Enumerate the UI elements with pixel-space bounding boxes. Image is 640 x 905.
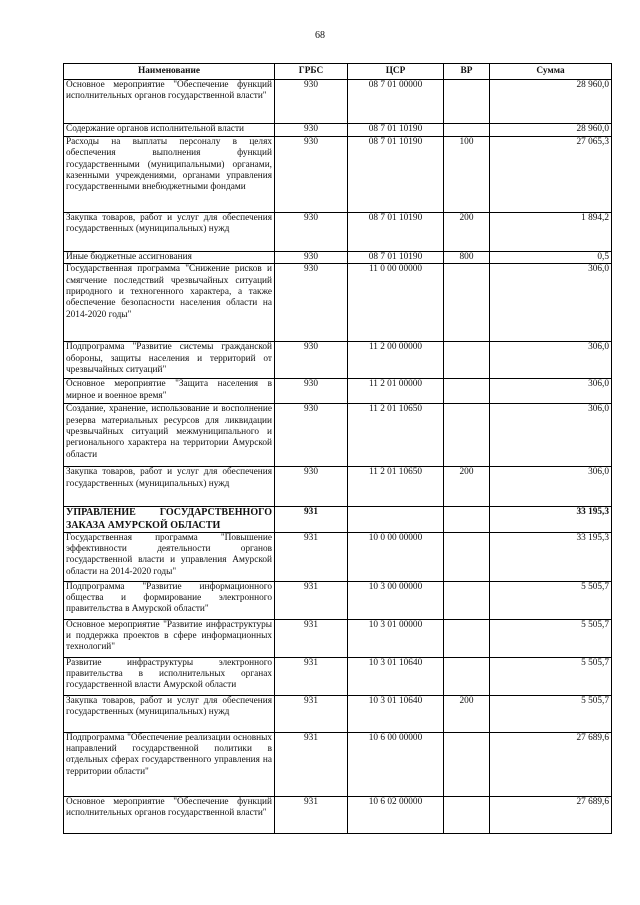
row-grbs-cell: 930	[275, 124, 348, 137]
row-vr-cell	[444, 342, 490, 379]
row-vr-cell	[444, 732, 490, 796]
row-grbs-cell: 931	[275, 732, 348, 796]
row-sum-cell: 1 894,2	[490, 213, 612, 252]
row-grbs-cell: 931	[275, 695, 348, 732]
row-vr-cell	[444, 657, 490, 695]
table-row	[64, 252, 612, 264]
row-name-cell: Подпрограмма "Обеспечение реализации основных направлений государственной политики в отдельных сферах государственного управления на территории области"	[64, 732, 275, 796]
row-sum-cell: 5 505,7	[490, 581, 612, 619]
row-csr-cell	[348, 507, 444, 532]
row-csr-cell: 08 7 01 10190	[348, 124, 444, 137]
table-row	[64, 467, 612, 507]
row-csr-cell: 10 3 00 00000	[348, 581, 444, 619]
row-csr-cell: 10 6 02 00000	[348, 796, 444, 833]
row-grbs-cell: 930	[275, 379, 348, 404]
table-row	[64, 796, 612, 833]
row-name-cell: Закупка товаров, работ и услуг для обеспечения государственных (муниципальных) нужд	[64, 213, 275, 252]
row-vr-cell	[444, 507, 490, 532]
table-row	[64, 80, 612, 124]
row-vr-cell: 200	[444, 695, 490, 732]
header-grbs: ГРБС	[275, 64, 348, 80]
row-grbs-cell: 930	[275, 467, 348, 507]
table-row	[64, 732, 612, 796]
row-sum-cell: 27 689,6	[490, 796, 612, 833]
row-csr-cell: 08 7 01 10190	[348, 213, 444, 252]
row-name-cell: Основное мероприятие "Развитие инфраструктуры и поддержка проектов в сфере информационных технологий"	[64, 619, 275, 657]
table-body	[64, 80, 612, 834]
table-row	[64, 137, 612, 213]
row-sum-cell: 0,5	[490, 252, 612, 264]
header-csr: ЦСР	[348, 64, 444, 80]
row-grbs-cell: 931	[275, 507, 348, 532]
row-sum-cell: 28 960,0	[490, 80, 612, 124]
header-sum: Сумма	[490, 64, 612, 80]
header-name: Наименование	[64, 64, 275, 80]
table-row	[64, 342, 612, 379]
row-name-cell: Закупка товаров, работ и услуг для обеспечения государственных (муниципальных) нужд	[64, 695, 275, 732]
row-vr-cell	[444, 581, 490, 619]
row-csr-cell: 10 3 01 10640	[348, 695, 444, 732]
row-sum-cell: 306,0	[490, 264, 612, 342]
row-vr-cell: 200	[444, 467, 490, 507]
row-sum-cell: 33 195,3	[490, 507, 612, 532]
row-name-cell: Подпрограмма "Развитие системы гражданской обороны, защиты населения и территорий от чрезвычайных ситуаций"	[64, 342, 275, 379]
row-sum-cell: 306,0	[490, 467, 612, 507]
row-vr-cell	[444, 532, 490, 581]
row-name-cell: Иные бюджетные ассигнования	[64, 252, 275, 264]
row-csr-cell: 11 2 01 10650	[348, 404, 444, 467]
row-grbs-cell: 931	[275, 796, 348, 833]
table-row	[64, 404, 612, 467]
row-vr-cell: 100	[444, 137, 490, 213]
row-name-cell: Основное мероприятие "Защита населения в мирное и военное время"	[64, 379, 275, 404]
row-csr-cell: 10 0 00 00000	[348, 532, 444, 581]
row-sum-cell: 306,0	[490, 404, 612, 467]
row-sum-cell: 27 065,3	[490, 137, 612, 213]
row-grbs-cell: 931	[275, 619, 348, 657]
row-csr-cell: 11 2 01 00000	[348, 379, 444, 404]
row-name-cell: Основное мероприятие "Обеспечение функций исполнительных органов государственной власти"	[64, 80, 275, 124]
row-vr-cell	[444, 80, 490, 124]
table-row	[64, 507, 612, 532]
row-sum-cell: 5 505,7	[490, 657, 612, 695]
table-row	[64, 213, 612, 252]
row-vr-cell	[444, 379, 490, 404]
row-csr-cell: 08 7 01 10190	[348, 137, 444, 213]
table-row	[64, 532, 612, 581]
row-csr-cell: 08 7 01 00000	[348, 80, 444, 124]
table-row	[64, 379, 612, 404]
row-grbs-cell: 930	[275, 80, 348, 124]
table-row	[64, 264, 612, 342]
row-vr-cell	[444, 124, 490, 137]
row-name-cell: Подпрограмма "Развитие информационного общества и формирование электронного правительства в Амурской области"	[64, 581, 275, 619]
page-number: 68	[315, 30, 325, 41]
row-csr-cell: 10 3 01 10640	[348, 657, 444, 695]
row-csr-cell: 08 7 01 10190	[348, 252, 444, 264]
row-sum-cell: 28 960,0	[490, 124, 612, 137]
row-grbs-cell: 930	[275, 264, 348, 342]
row-sum-cell: 5 505,7	[490, 619, 612, 657]
row-sum-cell: 5 505,7	[490, 695, 612, 732]
row-sum-cell: 306,0	[490, 379, 612, 404]
row-csr-cell: 10 3 01 00000	[348, 619, 444, 657]
row-csr-cell: 11 2 00 00000	[348, 342, 444, 379]
table-row	[64, 619, 612, 657]
row-vr-cell	[444, 619, 490, 657]
row-name-cell: Закупка товаров, работ и услуг для обеспечения государственных (муниципальных) нужд	[64, 467, 275, 507]
row-vr-cell	[444, 264, 490, 342]
row-grbs-cell: 931	[275, 581, 348, 619]
table-header-row	[64, 64, 612, 80]
row-name-cell: Расходы на выплаты персоналу в целях обеспечения выполнения функций государственными (муниципальными) органами, казенными учреждениями, органами управления государственными внебюджетными фондами	[64, 137, 275, 213]
row-grbs-cell: 930	[275, 137, 348, 213]
budget-table	[63, 63, 612, 834]
row-sum-cell: 27 689,6	[490, 732, 612, 796]
row-grbs-cell: 931	[275, 532, 348, 581]
row-grbs-cell: 930	[275, 342, 348, 379]
row-sum-cell: 306,0	[490, 342, 612, 379]
row-csr-cell: 11 2 01 10650	[348, 467, 444, 507]
row-grbs-cell: 930	[275, 213, 348, 252]
row-name-cell: Государственная программа "Повышение эффективности деятельности органов государственной власти и управления Амурской области на 2014-2020 годы"	[64, 532, 275, 581]
row-name-cell: УПРАВЛЕНИЕ ГОСУДАРСТВЕННОГО ЗАКАЗА АМУРСКОЙ ОБЛАСТИ	[64, 507, 275, 532]
row-name-cell: Основное мероприятие "Обеспечение функций исполнительных органов государственной власти"	[64, 796, 275, 833]
row-csr-cell: 11 0 00 00000	[348, 264, 444, 342]
row-name-cell: Государственная программа "Снижение рисков и смягчение последствий чрезвычайных ситуаций природного и техногенного характера, а также обеспечение безопасности населения области на 2014-2020 годы"	[64, 264, 275, 342]
row-name-cell: Развитие инфраструктуры электронного правительства в исполнительных органах государственной власти Амурской области	[64, 657, 275, 695]
row-vr-cell: 200	[444, 213, 490, 252]
table-row	[64, 695, 612, 732]
row-vr-cell	[444, 404, 490, 467]
row-grbs-cell: 930	[275, 404, 348, 467]
row-sum-cell: 33 195,3	[490, 532, 612, 581]
table-row	[64, 657, 612, 695]
table-row	[64, 581, 612, 619]
row-vr-cell: 800	[444, 252, 490, 264]
row-csr-cell: 10 6 00 00000	[348, 732, 444, 796]
row-name-cell: Создание, хранение, использование и восполнение резерва материальных ресурсов для ликвидации чрезвычайных ситуаций межмуниципального и регионального характера на территории Амурской области	[64, 404, 275, 467]
row-grbs-cell: 930	[275, 252, 348, 264]
row-grbs-cell: 931	[275, 657, 348, 695]
row-vr-cell	[444, 796, 490, 833]
table-row	[64, 124, 612, 137]
row-name-cell: Содержание органов исполнительной власти	[64, 124, 275, 137]
header-vr: ВР	[444, 64, 490, 80]
